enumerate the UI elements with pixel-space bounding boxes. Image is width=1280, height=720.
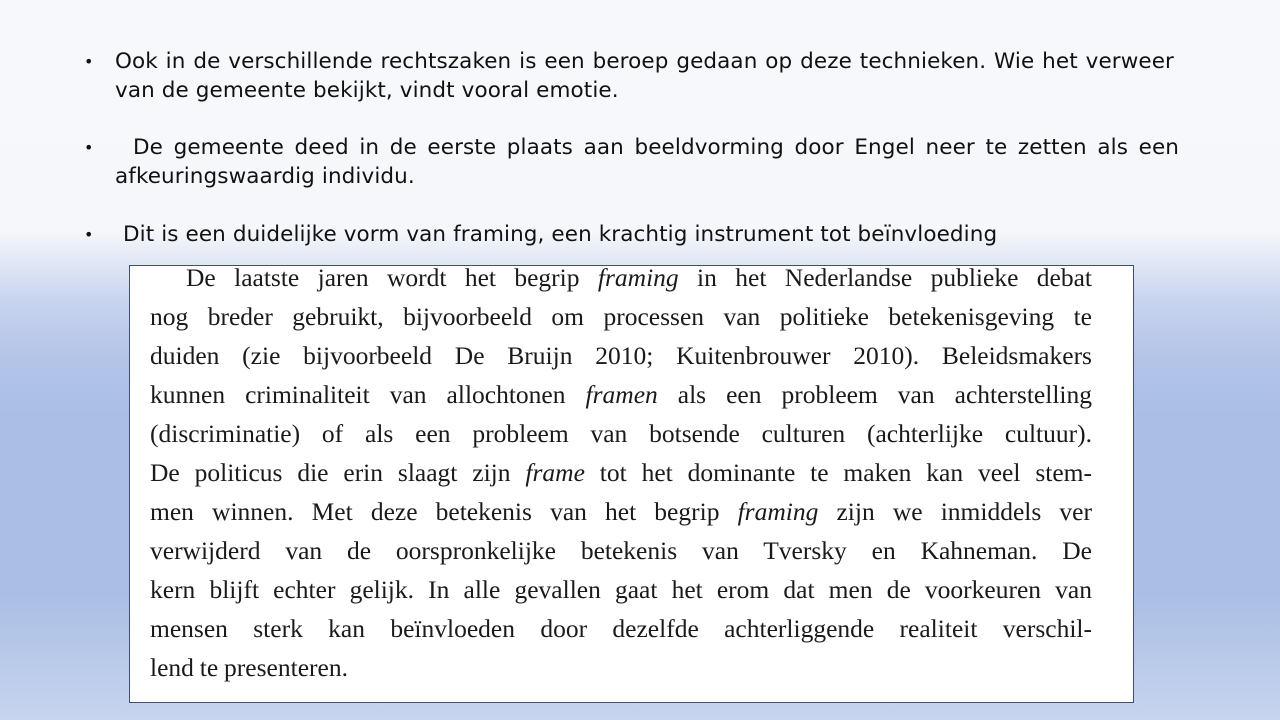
- excerpt-line: kern blijft echter gelijk. In alle gevallen gaat het erom dat men de voorkeuren van: [150, 575, 1092, 604]
- excerpt-line: kunnen criminaliteit van allochtonen framen als een probleem van achterstelling: [150, 380, 1092, 409]
- book-excerpt-image: [129, 265, 1134, 703]
- excerpt-line: (discriminatie) of als een probleem van botsende culturen (achterlijke cultuur).: [150, 419, 1092, 448]
- excerpt-paragraph: [150, 265, 1092, 687]
- excerpt-line: De politicus die erin slaagt zijn frame tot het dominante te maken kan veel stem-: [150, 458, 1092, 487]
- bullet-marker: •: [84, 52, 94, 71]
- excerpt-line: nog breder gebruikt, bijvoorbeeld om processen van politieke betekenisgeving te: [150, 302, 1092, 331]
- bullet-text: De gemeente deed in de eerste plaats aan beeldvorming door Engel neer te zetten als een afkeuringswaardig individu.: [115, 135, 1179, 189]
- excerpt-line: duiden (zie bijvoorbeeld De Bruijn 2010; Kuitenbrouwer 2010). Beleidsmakers: [150, 341, 1092, 370]
- excerpt-line: verwijderd van de oorspronkelijke betekenis van Tversky en Kahneman. De: [150, 536, 1092, 565]
- excerpt-line: De laatste jaren wordt het begrip framing in het Nederlandse publieke debat: [186, 265, 1092, 292]
- bullet-item: [84, 133, 1179, 191]
- bullet-item: [84, 220, 1179, 249]
- bullet-marker: •: [84, 138, 94, 157]
- bullet-item: [84, 47, 1174, 105]
- bullet-text: Ook in de verschillende rechtszaken is een beroep gedaan op deze technieken. Wie het verweer van de gemeente bekijkt, vindt vooral emotie.: [115, 49, 1174, 103]
- excerpt-line: mensen sterk kan beïnvloeden door dezelfde achterliggende realiteit verschil-: [150, 614, 1092, 643]
- excerpt-line: men winnen. Met deze betekenis van het begrip framing zijn we inmiddels ver: [150, 497, 1092, 526]
- bullet-marker: •: [84, 225, 94, 244]
- excerpt-line: lend te presenteren.: [150, 653, 348, 682]
- bullet-text: Dit is een duidelijke vorm van framing, een krachtig instrument tot beïnvloeding: [123, 222, 998, 247]
